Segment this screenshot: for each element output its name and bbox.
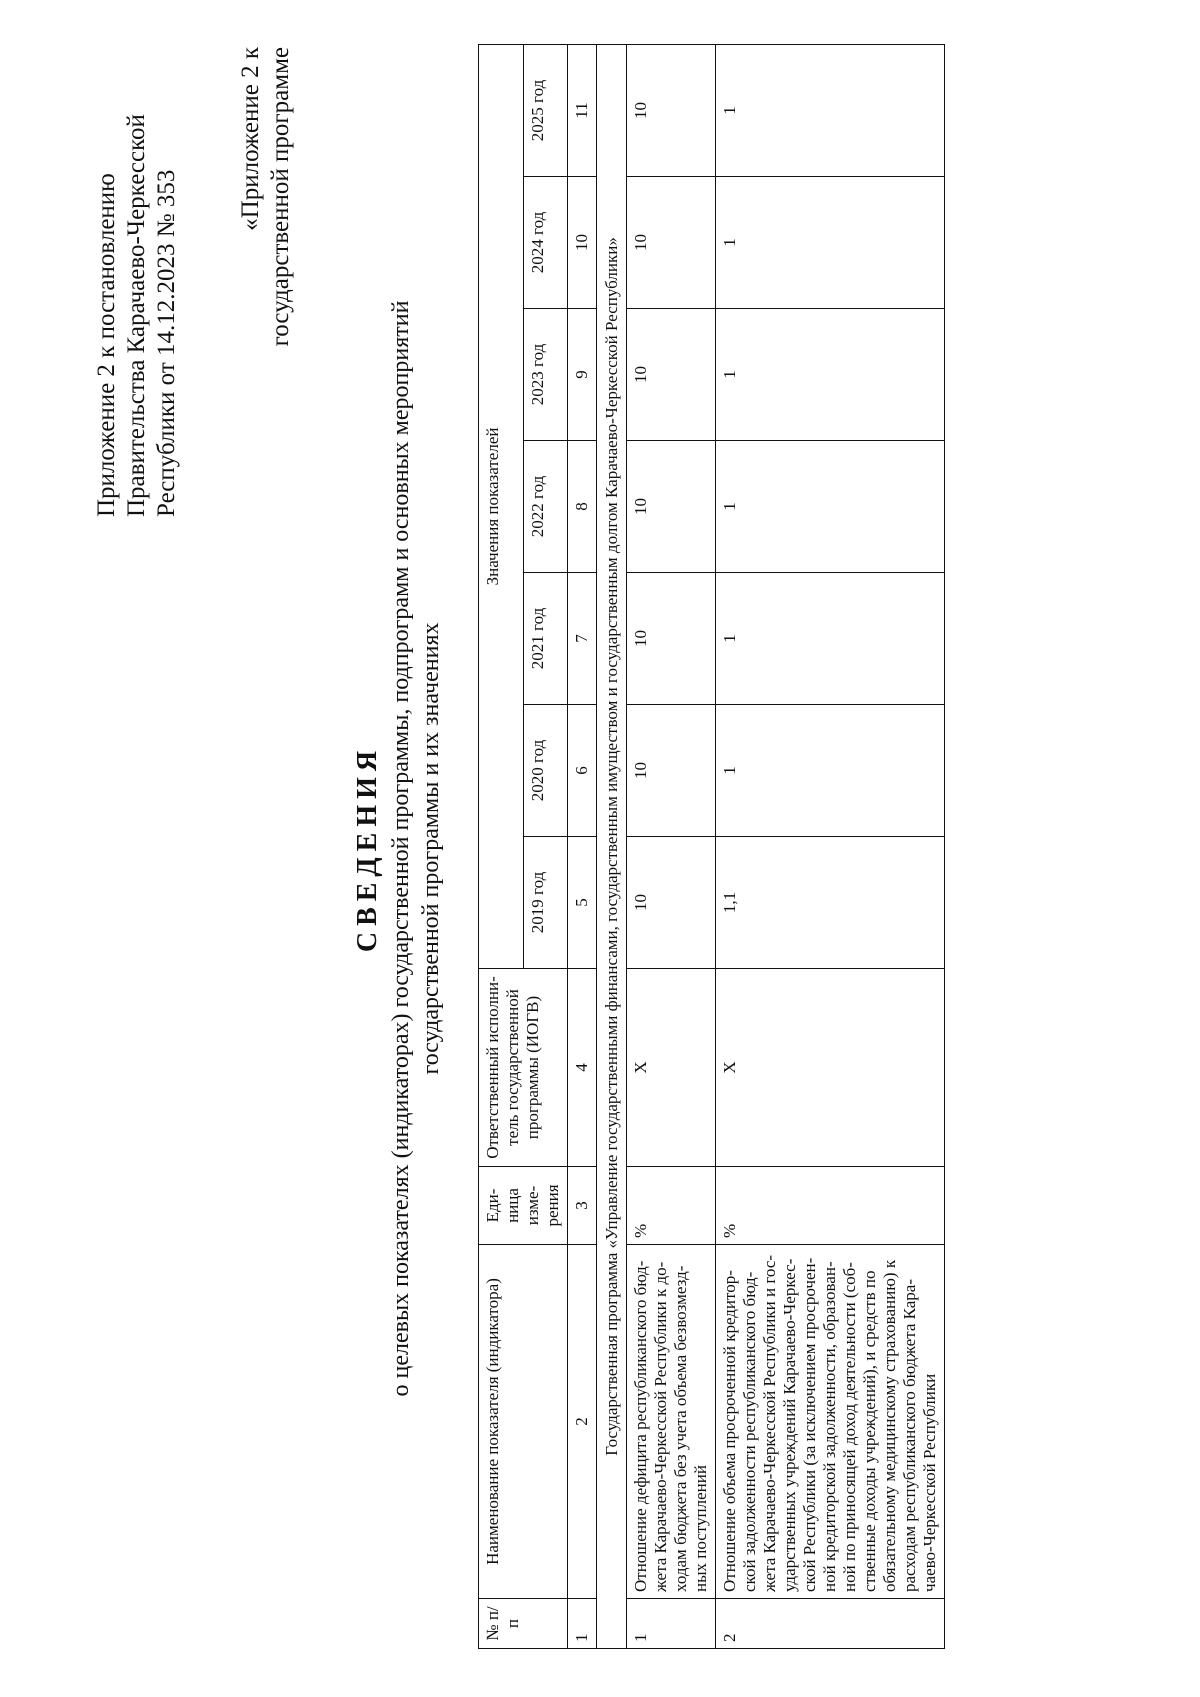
row-unit: %: [627, 1167, 716, 1245]
row-responsible: X: [627, 969, 716, 1167]
approval-line: Правительства Карачаево-Черкесской: [123, 114, 150, 517]
row-value: 1: [716, 177, 945, 309]
table-row: [716, 44, 945, 1648]
row-value: 10: [627, 705, 716, 837]
row-responsible: X: [716, 969, 945, 1167]
row-value: 1: [716, 705, 945, 837]
subtitle-line: о целевых показателях (индикаторах) государственной программы, подпрограмм и основных мероприятий: [388, 300, 414, 1397]
header-year: 2020 год: [523, 705, 568, 837]
header-num: № п/п: [479, 1599, 568, 1649]
row-value: 10: [627, 177, 716, 309]
column-number: 2: [568, 1245, 597, 1599]
header-year: 2019 год: [523, 837, 568, 969]
column-number: 9: [568, 309, 597, 441]
row-value: 1,1: [716, 837, 945, 969]
header-unit: Еди-ница изме-рения: [479, 1167, 568, 1245]
row-indicator-name: Отношение объема просроченной кредитор-ской задолженности республиканского бюд-жета Карачаево-Черкесской Республики и гос-ударственных учреждений Карачаево-Черкес-ской Республики (за исключением просрочен-ной кредиторской задолженности, образован-ной по приносящей доход деятельности (соб-ственные доходы учреждений), и средств по обязательному медицинскому страхованию) к расходам республиканского бюджета Кара-чаево-Черкесской Республики: [716, 1245, 945, 1599]
column-number: 8: [568, 441, 597, 573]
header-year: 2025 год: [523, 44, 568, 176]
header-name: Наименование показателя (индикатора): [479, 1245, 568, 1599]
approval-block: [92, 17, 182, 517]
column-number: 1: [568, 1599, 597, 1649]
header-year: 2021 год: [523, 573, 568, 705]
section-row: [597, 44, 627, 1648]
row-num: 1: [627, 1599, 716, 1649]
column-number: 11: [568, 44, 597, 176]
row-value: 1: [716, 44, 945, 176]
column-number: 10: [568, 177, 597, 309]
document-title: СВЕДЕНИЯ: [352, 744, 383, 953]
row-value: 10: [627, 573, 716, 705]
prior-appendix-line: государственной программе: [267, 47, 294, 347]
column-numbers-row: [568, 44, 597, 1648]
header-values-group: Значения показателей: [479, 44, 524, 968]
prior-appendix-line: «Приложение 2 к: [237, 47, 264, 231]
row-value: 1: [716, 309, 945, 441]
table-header-row: [479, 44, 524, 1648]
row-value: 10: [627, 309, 716, 441]
prior-appendix-block: [236, 47, 296, 377]
column-number: 7: [568, 573, 597, 705]
approval-line: Приложение 2 к постановлению: [93, 173, 120, 517]
row-indicator-name: Отношение дефицита республиканского бюд-жета Карачаево-Черкесской Республики к до-ходам бюджета без учета объема безвозмезд-ных поступлений: [627, 1245, 716, 1599]
header-year: 2022 год: [523, 441, 568, 573]
subtitle-line: государственной программы и их значениях: [418, 622, 444, 1075]
section-title: Государственная программа «Управление государственными финансами, государственным имуществом и государственным долгом Карачаево-Черкесской Республики»: [597, 44, 627, 1648]
indicators-table: [478, 44, 945, 1649]
row-value: 10: [627, 837, 716, 969]
column-number: 4: [568, 969, 597, 1167]
column-number: 3: [568, 1167, 597, 1245]
header-responsible: Ответственный исполни-тель государственной программы (ИОГВ): [479, 969, 568, 1167]
column-number: 5: [568, 837, 597, 969]
table-row: [627, 44, 716, 1648]
row-value: 10: [627, 441, 716, 573]
document-subtitle: [386, 250, 446, 1447]
column-number: 6: [568, 705, 597, 837]
row-value: 1: [716, 573, 945, 705]
row-unit: %: [716, 1167, 945, 1245]
header-year: 2024 год: [523, 177, 568, 309]
row-num: 2: [716, 1599, 945, 1649]
row-value: 10: [627, 44, 716, 176]
approval-line: Республики от 14.12.2023 № 353: [153, 169, 180, 517]
row-value: 1: [716, 441, 945, 573]
header-year: 2023 год: [523, 309, 568, 441]
